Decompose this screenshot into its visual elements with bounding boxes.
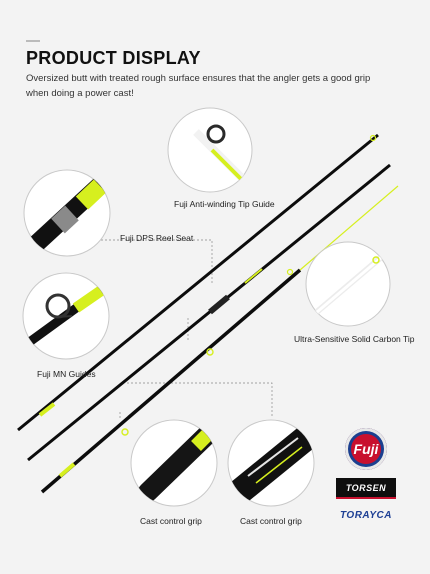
grip-left-detail bbox=[131, 420, 217, 506]
grip-right-detail bbox=[228, 420, 318, 506]
fuji-logo: Fuji bbox=[345, 428, 387, 470]
leader-lines bbox=[97, 240, 272, 418]
torayca-logo: TORAYCA bbox=[339, 509, 393, 521]
mn-guides-detail bbox=[23, 273, 112, 359]
reel-seat-detail bbox=[24, 170, 112, 256]
label-mn-guides: Fuji MN Guides bbox=[37, 369, 96, 379]
label-grip-left: Cast control grip bbox=[140, 516, 202, 526]
label-tip-guide: Fuji Anti-winding Tip Guide bbox=[174, 199, 275, 209]
page-title: PRODUCT DISPLAY bbox=[26, 48, 201, 68]
torsen-logo: TORSEN bbox=[336, 478, 396, 499]
carbon-tip-detail bbox=[305, 242, 392, 326]
page-subtitle: Oversized butt with treated rough surface ensures that the angler gets a good grip when doing a power cast! bbox=[26, 73, 371, 99]
label-carbon-tip: Ultra-Sensitive Solid Carbon Tip bbox=[294, 334, 415, 344]
label-reel-seat: Fuji DPS Reel Seat bbox=[120, 233, 194, 243]
tip-guide-detail bbox=[168, 108, 252, 192]
label-grip-right: Cast control grip bbox=[240, 516, 302, 526]
